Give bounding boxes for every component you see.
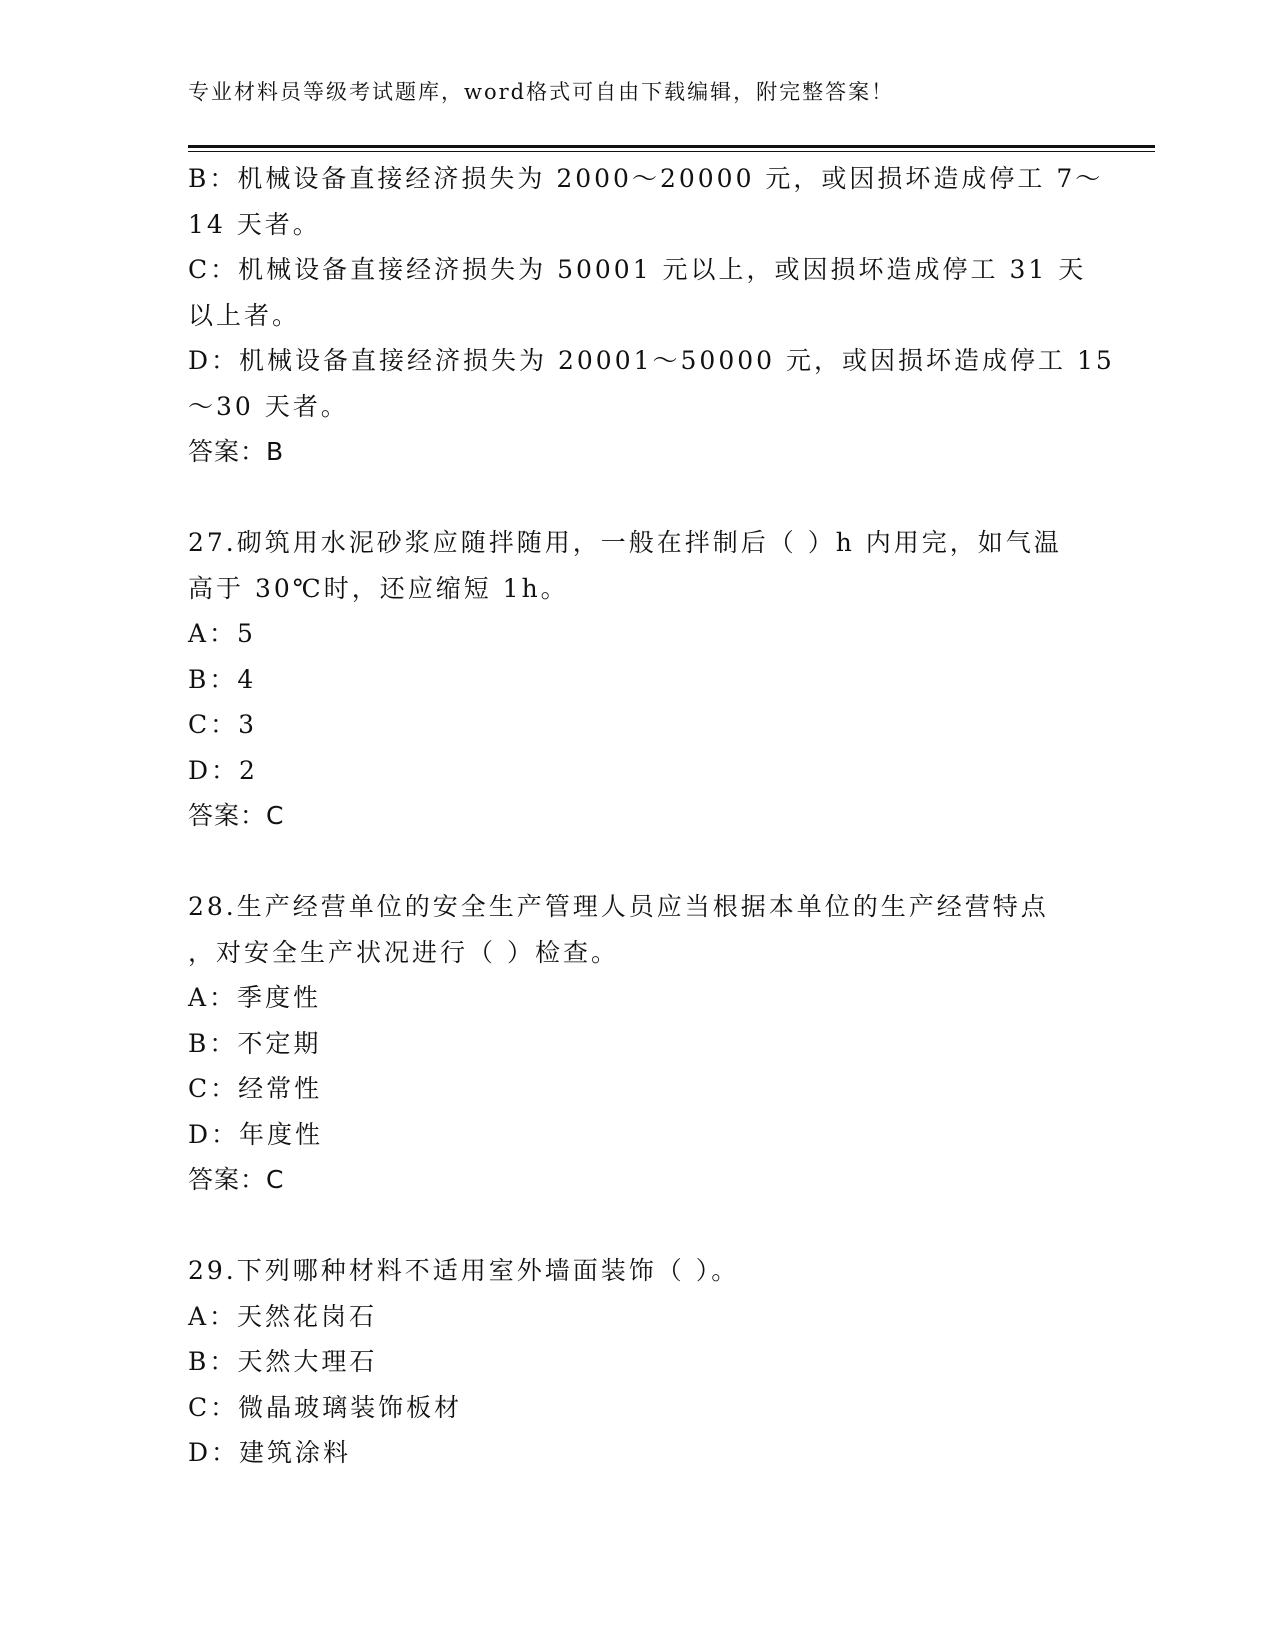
question-stem-line-1: 28.生产经营单位的安全生产管理人员应当根据本单位的生产经营特点 xyxy=(188,892,1049,921)
document-body xyxy=(188,156,1115,1476)
option-b-line-1: B：机械设备直接经济损失为 2000～20000 元，或因损坏造成停工 7～ xyxy=(188,164,1104,193)
option-c-line-1: C：机械设备直接经济损失为 50001 元以上，或因损坏造成停工 31 天 xyxy=(188,255,1087,284)
option-b: B：不定期 xyxy=(188,1028,322,1058)
option-d: D：建筑涂料 xyxy=(188,1438,352,1467)
page-header: 专业材料员等级考试题库，word格式可自由下载编辑，附完整答案！ xyxy=(188,80,895,104)
option-c: C：3 xyxy=(188,710,258,739)
question-29 xyxy=(188,1248,1088,1476)
option-a: A：天然花岗石 xyxy=(188,1301,378,1331)
option-a: A：5 xyxy=(188,619,256,648)
previous-question xyxy=(188,156,1115,475)
option-b-line-2: 14 天者。 xyxy=(188,209,321,239)
option-c-line-2: 以上者。 xyxy=(188,300,301,330)
question-stem-line-2: 高于 30℃时，还应缩短 1h。 xyxy=(188,573,569,603)
question-stem-line-1: 27.砌筑用水泥砂浆应随拌随用，一般在拌制后（ ）h 内用完，如气温 xyxy=(188,528,1062,557)
question-28 xyxy=(188,884,1088,1203)
answer: 答案：C xyxy=(188,801,285,830)
option-d: D：年度性 xyxy=(188,1119,324,1149)
option-c: C：经常性 xyxy=(188,1074,323,1103)
spacer xyxy=(188,1203,1088,1249)
option-d-line-2: ～30 天者。 xyxy=(188,391,349,421)
answer: 答案：C xyxy=(188,1165,285,1194)
header-rule-thin xyxy=(188,151,1155,152)
option-d: D：2 xyxy=(188,755,258,785)
option-b: B：天然大理石 xyxy=(188,1347,378,1376)
answer: 答案：B xyxy=(188,437,285,466)
option-b: B：4 xyxy=(188,664,257,694)
option-a: A：季度性 xyxy=(188,983,322,1012)
spacer xyxy=(188,475,1088,521)
option-d-line-1: D：机械设备直接经济损失为 20001～50000 元，或因损坏造成停工 15 xyxy=(188,346,1115,375)
header-rule-thick xyxy=(188,145,1155,148)
question-stem-line-2: ，对安全生产状况进行（ ）检查。 xyxy=(188,937,619,967)
spacer xyxy=(188,839,1088,885)
question-stem-line-1: 29.下列哪种材料不适用室外墙面装饰（ ）。 xyxy=(188,1256,740,1285)
option-c: C：微晶玻璃装饰板材 xyxy=(188,1392,463,1422)
question-27 xyxy=(188,520,1088,839)
